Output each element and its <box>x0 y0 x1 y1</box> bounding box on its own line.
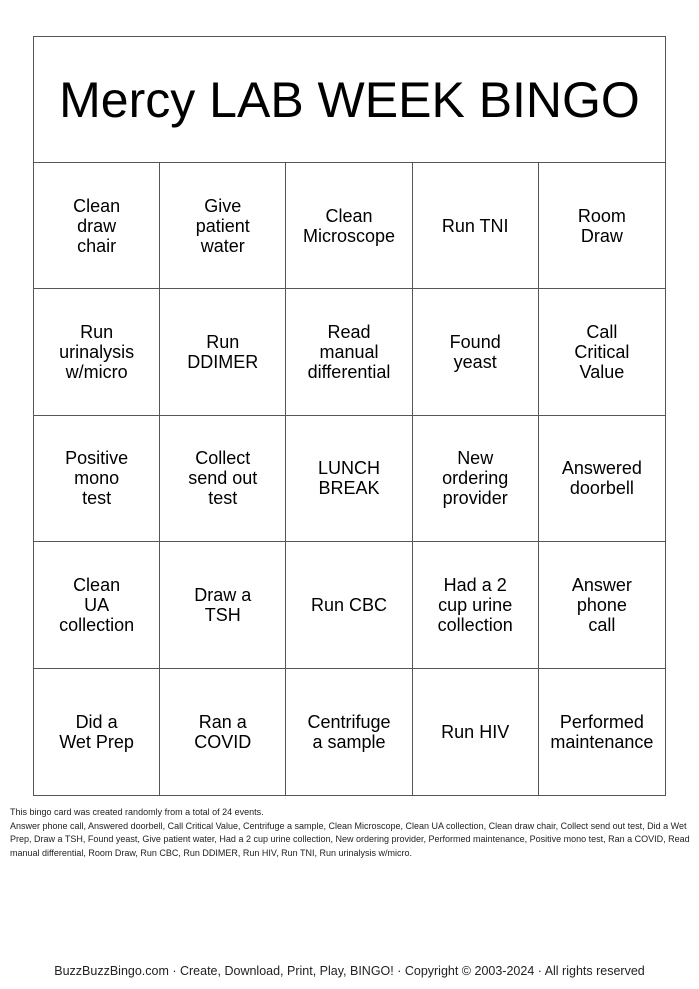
bingo-cell <box>539 542 665 668</box>
bingo-cell <box>160 416 286 542</box>
cell-text: Collect send out test <box>188 448 258 509</box>
bingo-cell <box>539 669 665 795</box>
bingo-cell <box>34 416 160 542</box>
bingo-cell <box>160 289 286 415</box>
bingo-cell <box>539 416 665 542</box>
cell-text: Answered doorbell <box>561 458 642 499</box>
cell-text: Had a 2 cup urine collection <box>437 574 513 635</box>
bingo-cell <box>413 542 539 668</box>
cell-text: Run CBC <box>310 594 387 615</box>
cell-text: Clean UA collection <box>59 574 135 635</box>
cell-text: Centrifuge a sample <box>307 711 391 752</box>
cell-text: Ran a COVID <box>194 711 252 752</box>
cell-text: Clean draw chair <box>73 195 121 256</box>
bingo-grid <box>34 163 665 795</box>
bingo-cell <box>286 669 412 795</box>
cell-text: Performed maintenance <box>550 711 654 752</box>
bingo-cell <box>34 289 160 415</box>
bingo-cell <box>413 163 539 289</box>
bingo-cell <box>160 542 286 668</box>
bingo-cell <box>160 163 286 289</box>
card-info <box>10 806 690 860</box>
card-title: Mercy LAB WEEK BINGO <box>59 71 640 128</box>
cell-text: Clean Microscope <box>302 205 395 246</box>
cell-text: LUNCH BREAK <box>317 458 380 499</box>
bingo-cell <box>413 669 539 795</box>
bingo-cell-free <box>286 416 412 542</box>
cell-text: Answer phone call <box>571 574 632 635</box>
cell-text: Found yeast <box>449 332 501 373</box>
bingo-card <box>33 36 666 796</box>
bingo-cell <box>539 289 665 415</box>
bingo-cell <box>413 289 539 415</box>
cell-text: Run HIV <box>441 721 510 742</box>
bingo-cell <box>34 542 160 668</box>
bingo-cell <box>34 669 160 795</box>
info-summary: This bingo card was created randomly from a total of 24 events. <box>10 807 264 817</box>
cell-text: Call Critical Value <box>574 322 630 383</box>
cell-text: Run urinalysis w/micro <box>59 322 135 383</box>
cell-text: Did a Wet Prep <box>59 711 134 752</box>
bingo-cell <box>34 163 160 289</box>
bingo-cell <box>539 163 665 289</box>
cell-text: Run DDIMER <box>187 332 259 373</box>
bingo-cell <box>286 163 412 289</box>
cell-text: Positive mono test <box>65 448 129 509</box>
cell-text: New ordering provider <box>442 448 509 509</box>
bingo-cell <box>286 542 412 668</box>
info-event-list: Answer phone call, Answered doorbell, Call Critical Value, Centrifuge a sample, Clean Microscope, Clean UA collection, Clean draw chair, Collect send out test, Did a Wet Prep, Draw a TSH, Found yeast, Give patient water, Had a 2 cup urine collection, New ordering provider, Performed maintenance, Positive mono test, Ran a COVID, Read manual differential, Room Draw, Run CBC, Run DDIMER, Run HIV, Run TNI, Run urinalysis w/micro. <box>10 820 690 858</box>
footer: BuzzBuzzBingo.com · Create, Download, Print, Play, BINGO! · Copyright © 2003-2024 · All rights reserved <box>54 964 645 978</box>
cell-text: Run TNI <box>441 215 509 236</box>
cell-text: Room Draw <box>577 205 626 246</box>
bingo-cell <box>286 289 412 415</box>
cell-text: Read manual differential <box>307 322 391 383</box>
title-row <box>34 37 665 163</box>
cell-text: Draw a TSH <box>194 584 252 625</box>
bingo-cell <box>160 669 286 795</box>
cell-text: Give patient water <box>195 195 250 256</box>
bingo-cell <box>413 416 539 542</box>
